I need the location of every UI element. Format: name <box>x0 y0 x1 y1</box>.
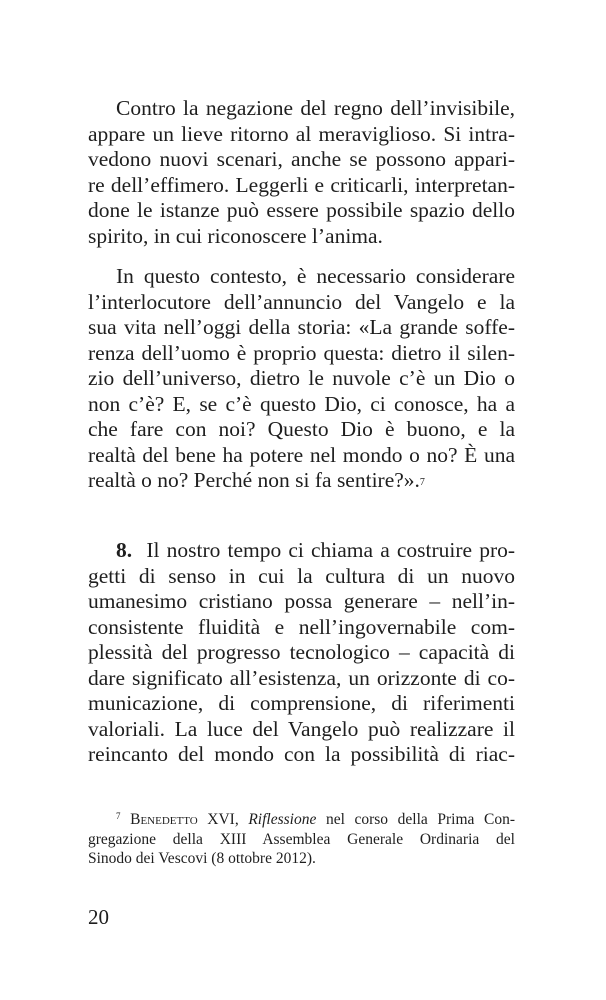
text-line-with-footnote <box>88 468 515 494</box>
footnote-line: Sinodo dei Vescovi (8 ottobre 2012). <box>88 850 316 867</box>
text-line: renza dell’uomo è proprio questa: dietro il silen- <box>88 340 515 365</box>
text-line: che fare con noi? Questo Dio è buono, e la <box>88 417 515 441</box>
footnote-reference: 7 <box>419 477 425 488</box>
text-line: dare significato all’esistenza, un orizzonte di co- <box>88 665 515 690</box>
footnote-author-suffix: XVI, <box>197 811 249 828</box>
text-line-content: Il nostro tempo ci chiama a costruire pro- <box>146 538 516 562</box>
text-line: non c’è? E, se c’è questo Dio, ci conosce, ha a <box>88 391 515 416</box>
text-line-content: realtà o no? Perché non si fa sentire?». <box>88 468 420 492</box>
section-number: 8. <box>116 538 133 562</box>
text-line: sua vita nell’oggi della storia: «La grande soffe- <box>88 315 515 339</box>
text-line: plessità del progresso tecnologico – capacità di <box>88 640 515 664</box>
text-line: l’interlocutore dell’annuncio del Vangelo e la <box>88 289 515 314</box>
footnote-title: Riflessione <box>248 811 317 828</box>
footnote <box>88 810 515 869</box>
text-line: zio dell’universo, dietro le nuvole c’è un Dio o <box>88 366 515 390</box>
text-line: done le istanze può essere possibile spazio dello <box>88 198 515 222</box>
footnote-author: Benedetto <box>130 811 198 828</box>
paragraph-2 <box>88 264 515 494</box>
text-line: municazione, di comprensione, di riferimenti <box>88 691 515 715</box>
footnote-line: gregazione della XIII Assemblea Generale Ordinaria del <box>88 830 515 848</box>
text-line: appare un lieve ritorno al meraviglioso. Si intra- <box>88 121 515 146</box>
footnote-line <box>88 810 515 830</box>
text-line-with-section-number <box>88 538 515 564</box>
text-line: realtà del bene ha potere nel mondo o no? È una <box>88 442 515 467</box>
text-line: vedono nuovi scenari, anche se possono appari- <box>88 147 515 171</box>
footnote-mark: 7 <box>116 811 121 821</box>
text-line: reincanto del mondo con la possibilità di riac- <box>88 742 515 766</box>
text-line: spirito, in cui riconoscere l’anima. <box>88 223 383 248</box>
text-line: consistente fluidità e nell’ingovernabile com- <box>88 614 515 639</box>
footnote-text: nel corso della Prima Con- <box>316 811 515 828</box>
text-line: getti di senso in cui la cultura di un nuovo <box>88 563 515 588</box>
page-number: 20 <box>88 905 109 929</box>
book-page <box>88 0 515 1000</box>
text-line: umanesimo cristiano possa generare – nell’in- <box>88 589 515 613</box>
text-line: re dell’effimero. Leggerli e criticarli, interpretan- <box>88 172 515 197</box>
paragraph-3 <box>88 538 515 768</box>
paragraph-1 <box>88 96 515 249</box>
text-line: Contro la negazione del regno dell’invisibile, <box>116 96 515 120</box>
text-line: valoriali. La luce del Vangelo può realizzare il <box>88 716 515 741</box>
text-line: In questo contesto, è necessario considerare <box>116 264 515 288</box>
